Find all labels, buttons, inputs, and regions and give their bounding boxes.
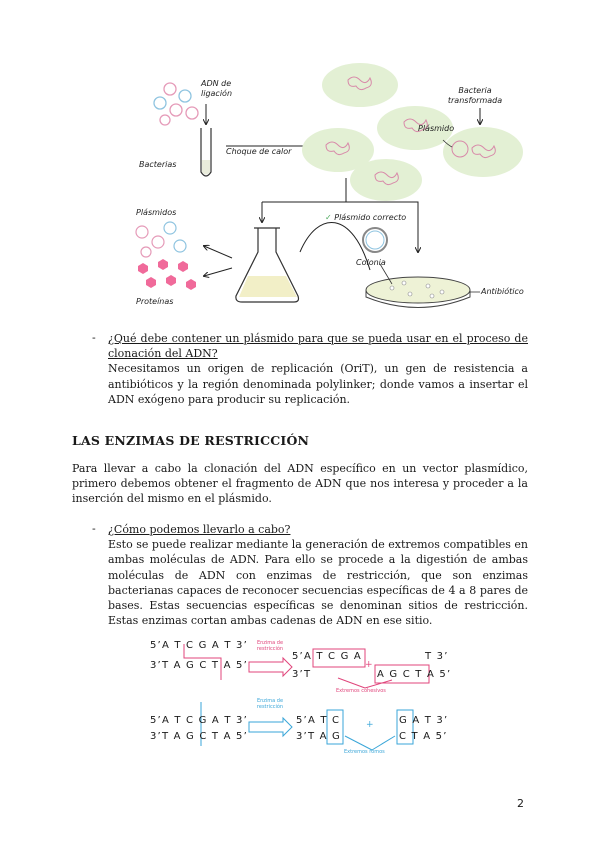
- label-proteinas: Proteínas: [136, 297, 174, 306]
- enzyme-label-row1: Enzima de restricción: [256, 640, 284, 652]
- label-bacteria-transformada: Bacteria transformada: [447, 86, 503, 105]
- answer-1: Necesitamos un origen de replicación (OriT), un gen de resistencia a antibióticos y la región denominada polylinker; donde vamos a insertar el ADN exógeno para producir su replicación.: [108, 362, 528, 406]
- section-title: LAS ENZIMAS DE RESTRICCIÓN: [72, 433, 310, 448]
- test-tube: [201, 128, 211, 176]
- plasmid-circles-top: [154, 83, 198, 125]
- bullet-dash: -: [92, 522, 96, 535]
- seq-row2-right-bottom-a: 3’T A G: [296, 731, 341, 742]
- label-plasmido: Plásmido: [418, 124, 455, 133]
- ends-label-row1: Extremos cohesivos: [336, 688, 386, 694]
- seq-row2-right-top-b: G A T 3’: [399, 715, 449, 726]
- bacteria-cells: [302, 63, 523, 201]
- page-number: 2: [517, 797, 524, 810]
- plus-row2: +: [366, 720, 374, 730]
- seq-row1-bottom-left: 3’T A G C T A 5’: [150, 660, 248, 671]
- arrow-sticky: [249, 658, 292, 676]
- cloning-diagram: [0, 0, 600, 320]
- check-icon: ✓: [325, 213, 332, 222]
- arrow-blunt: [249, 718, 292, 736]
- answer-2: Esto se puede realizar mediante la generación de extremos compatibles en ambas moléculas de ADN. Para ello se procede a la digestión de ambas moléculas de ADN con enzimas de restricción, que son enzimas bacterianas capaces de reconocer secuencias específicas de 4 a 8 pares de bases. Estas secuencias específicas se denominan sitios de restricción. Estas enzimas cortan ambas cadenas de ADN en ese sitio.: [108, 538, 528, 628]
- seq-row1-top-left: 5’A T C G A T 3’: [150, 640, 248, 651]
- label-bacterias: Bacterias: [139, 160, 177, 169]
- plus-row1: +: [365, 660, 373, 670]
- seq-row1-right-top-a: 5’A T C G A: [292, 651, 362, 662]
- seq-row2-right-top-a: 5’A T C: [296, 715, 341, 726]
- label-choque-de-calor: Choque de calor: [226, 147, 292, 156]
- question-block-2: [108, 522, 528, 628]
- restriction-diagram: [0, 636, 600, 756]
- seq-row1-right-bottom-b: A G C T A 5’: [377, 669, 452, 680]
- label-adn-ligacion: ADN de ligación: [201, 79, 233, 98]
- seq-row2-right-bottom-b: C T A 5’: [399, 731, 448, 742]
- label-antibiotico: Antibiótico: [481, 287, 524, 296]
- enzyme-label-row2: Enzima de restricción: [256, 698, 284, 710]
- section-intro: Para llevar a cabo la clonación del ADN específico en un vector plasmídico, primero debemos obtener el fragmento de ADN que nos interesa y proceder a la inserción del mismo en el plásmido.: [72, 462, 528, 506]
- cloning-diagram-art: [0, 0, 600, 320]
- label-plasmidos: Plásmidos: [136, 208, 177, 217]
- flask: [236, 228, 299, 302]
- protein-shapes: [138, 259, 196, 290]
- bullet-dash: -: [92, 331, 96, 344]
- petri-dish: [366, 277, 470, 308]
- seq-row2-bottom-left: 3’T A G C T A 5’: [150, 731, 248, 742]
- plasmid-circles-bottom: [136, 222, 186, 257]
- label-plasmido-correcto: ✓ Plásmido correcto: [325, 213, 407, 222]
- question-2: ¿Cómo podemos llevarlo a cabo?: [108, 523, 291, 536]
- seq-row1-right-top-b: T 3’: [425, 651, 449, 662]
- seq-row2-top-left: 5’A T C G A T 3’: [150, 715, 248, 726]
- label-colonia: Colonia: [356, 258, 386, 267]
- seq-row1-right-bottom-a: 3’T: [292, 669, 312, 680]
- question-block-1: [108, 331, 528, 407]
- ends-label-row2: Extremos romos: [344, 749, 385, 755]
- question-1: ¿Qué debe contener un plásmido para que se pueda usar en el proceso de clonación del ADN?: [108, 332, 528, 361]
